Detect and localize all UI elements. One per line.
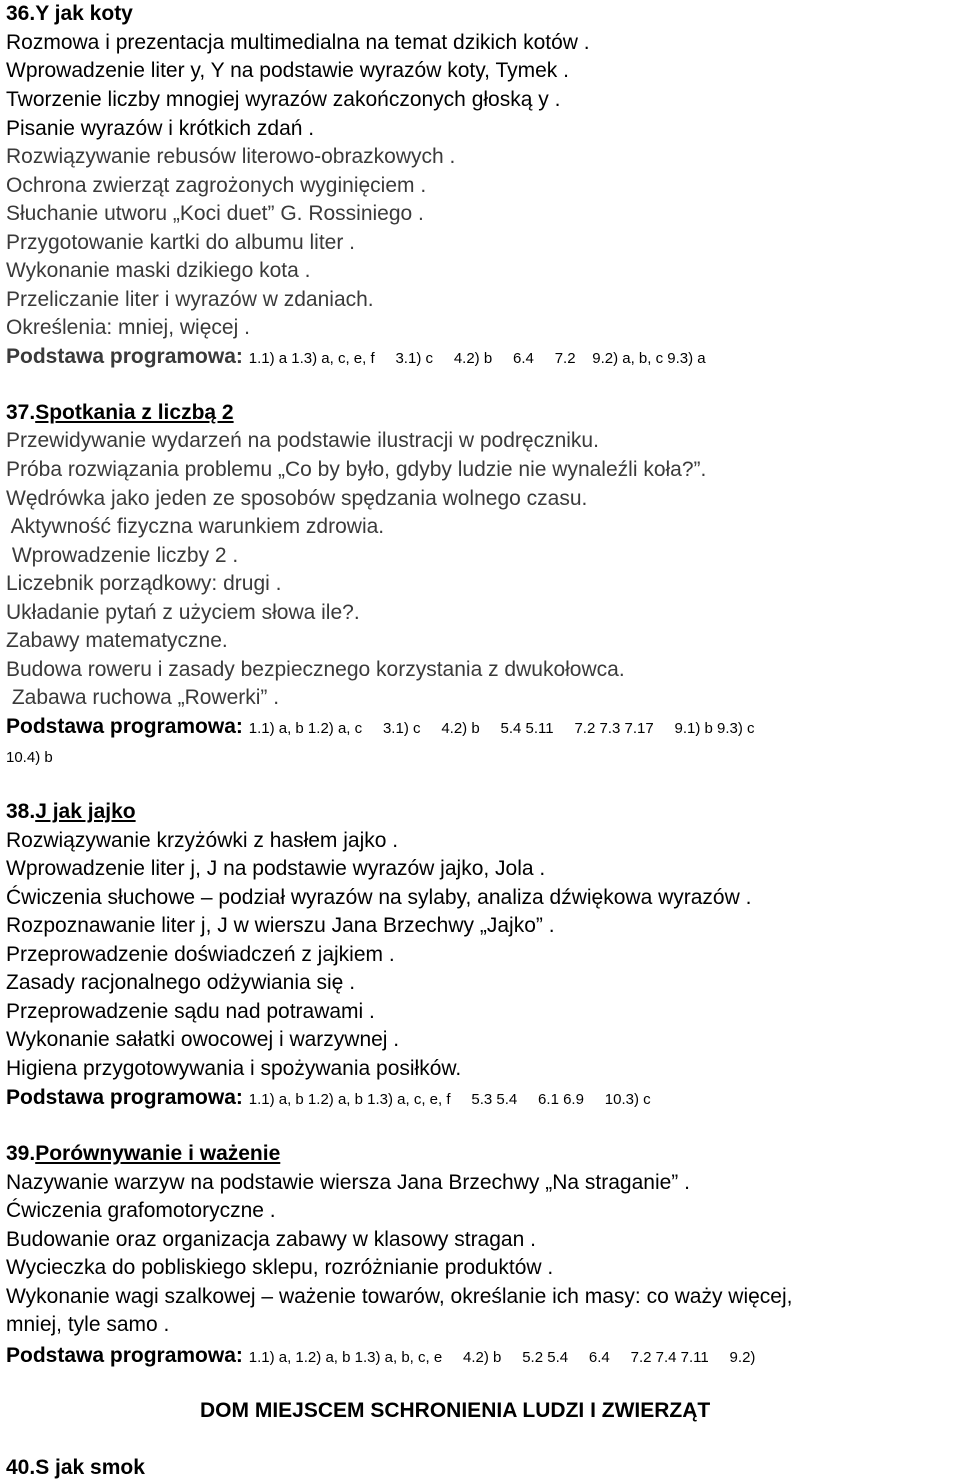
s38-core-curriculum [6, 1085, 651, 1113]
s36-line-6: Ochrona zwierząt zagrożonych wyginięciem . [6, 174, 427, 197]
s37-line-8: Zabawy matematyczne. [6, 629, 228, 652]
section-39-title [6, 1141, 280, 1167]
core-curriculum-value: 1.1) a, b 1.2) a, c 3.1) c 4.2) b 5.4 5.11 7.2 7.3 7.17 9.1) b 9.3) c [248, 720, 755, 737]
s38-line-5: Przeprowadzenie doświadczeń z jajkiem . [6, 943, 395, 966]
s37-line-3: Wędrówka jako jeden ze sposobów spędzania wolnego czasu. [6, 487, 588, 510]
section-38-heading: J jak jajko [35, 800, 136, 823]
s36-line-4: Pisanie wyrazów i krótkich zdań . [6, 117, 315, 140]
s38-line-2: Wprowadzenie liter j, J na podstawie wyrazów jajko, Jola . [6, 857, 546, 880]
s37-line-9: Budowa roweru i zasady bezpiecznego korzystania z dwukołowca. [6, 658, 625, 681]
s36-line-1: Rozmowa i prezentacja multimedialna na temat dzikich kotów . [6, 31, 590, 54]
s36-line-2: Wprowadzenie liter y, Y na podstawie wyrazów koty, Tymek . [6, 59, 569, 82]
section-37-heading: Spotkania z liczbą 2 [35, 401, 234, 424]
section-40-title: 40.S jak smok [6, 1456, 145, 1479]
s37-line-2: Próba rozwiązania problemu „Co by było, gdyby ludzie nie wynaleźli koła?”. [6, 458, 707, 481]
core-curriculum-label: Podstawa programowa: [6, 345, 243, 368]
s39-line-1: Nazywanie warzyw na podstawie wiersza Jana Brzechwy „Na straganie” . [6, 1171, 690, 1194]
core-curriculum-label: Podstawa programowa: [6, 1344, 243, 1367]
s39-line-3: Budowanie oraz organizacja zabawy w klasowy stragan . [6, 1228, 536, 1251]
s39-line-4: Wycieczka do pobliskiego sklepu, rozróżnianie produktów . [6, 1256, 554, 1279]
s36-core-curriculum [6, 344, 706, 372]
s39-line-2: Ćwiczenia grafomotoryczne . [6, 1199, 276, 1222]
section-39-heading: Porównywanie i ważenie [35, 1142, 281, 1165]
s38-line-6: Zasady racjonalnego odżywiania się . [6, 971, 356, 994]
s36-line-5: Rozwiązywanie rebusów literowo-obrazkowych . [6, 145, 456, 168]
s36-line-3: Tworzenie liczby mnogiej wyrazów zakończonych głoską y . [6, 88, 561, 111]
s37-core-curriculum-cont: 10.4) b [6, 749, 53, 766]
chapter-heading: DOM MIEJSCEM SCHRONIENIA LUDZI I ZWIERZĄT [200, 1399, 711, 1422]
section-37-number: 37. [6, 401, 36, 424]
s37-line-6: Liczebnik porządkowy: drugi . [6, 572, 282, 595]
section-38-title [6, 799, 136, 825]
core-curriculum-value: 1.1) a, 1.2) a, b 1.3) a, b, c, e 4.2) b 5.2 5.4 6.4 7.2 7.4 7.11 9.2) [248, 1349, 756, 1366]
s38-line-8: Wykonanie sałatki owocowej i warzywnej . [6, 1028, 400, 1051]
core-curriculum-label: Podstawa programowa: [6, 715, 243, 738]
core-curriculum-label: Podstawa programowa: [6, 1086, 243, 1109]
s36-line-8: Przygotowanie kartki do albumu liter . [6, 231, 355, 254]
s37-line-4: Aktywność fizyczna warunkiem zdrowia. [6, 515, 385, 538]
s39-line-5: Wykonanie wagi szalkowej – ważenie towarów, określanie ich masy: co waży więcej, [6, 1285, 793, 1308]
s38-line-1: Rozwiązywanie krzyżówki z hasłem jajko . [6, 829, 399, 852]
s37-line-10: Zabawa ruchowa „Rowerki” . [6, 686, 280, 709]
s36-line-11: Określenia: mniej, więcej . [6, 316, 250, 339]
section-39-number: 39. [6, 1142, 36, 1165]
s39-core-curriculum [6, 1343, 755, 1371]
section-37-title [6, 400, 234, 426]
core-curriculum-value: 1.1) a 1.3) a, c, e, f 3.1) c 4.2) b 6.4 7.2 9.2) a, b, c 9.3) a [248, 350, 706, 367]
s36-line-10: Przeliczanie liter i wyrazów w zdaniach. [6, 288, 374, 311]
s37-line-7: Układanie pytań z użyciem słowa ile?. [6, 601, 360, 624]
s38-line-3: Ćwiczenia słuchowe – podział wyrazów na sylaby, analiza dźwiękowa wyrazów . [6, 886, 752, 909]
section-38-number: 38. [6, 800, 36, 823]
s38-line-4: Rozpoznawanie liter j, J w wierszu Jana Brzechwy „Jajko” . [6, 914, 555, 937]
section-36-title: 36.Y jak koty [6, 2, 133, 25]
core-curriculum-value: 1.1) a, b 1.2) a, b 1.3) a, c, e, f 5.3 5.4 6.1 6.9 10.3) c [248, 1091, 651, 1108]
s36-line-9: Wykonanie maski dzikiego kota . [6, 259, 311, 282]
s36-line-7: Słuchanie utworu „Koci duet” G. Rossiniego . [6, 202, 424, 225]
s37-line-1: Przewidywanie wydarzeń na podstawie ilustracji w podręczniku. [6, 429, 599, 452]
s39-line-6: mniej, tyle samo . [6, 1313, 170, 1336]
s37-line-5: Wprowadzenie liczby 2 . [6, 544, 239, 567]
s38-line-9: Higiena przygotowywania i spożywania posiłków. [6, 1057, 462, 1080]
s37-core-curriculum [6, 714, 755, 742]
s38-line-7: Przeprowadzenie sądu nad potrawami . [6, 1000, 375, 1023]
